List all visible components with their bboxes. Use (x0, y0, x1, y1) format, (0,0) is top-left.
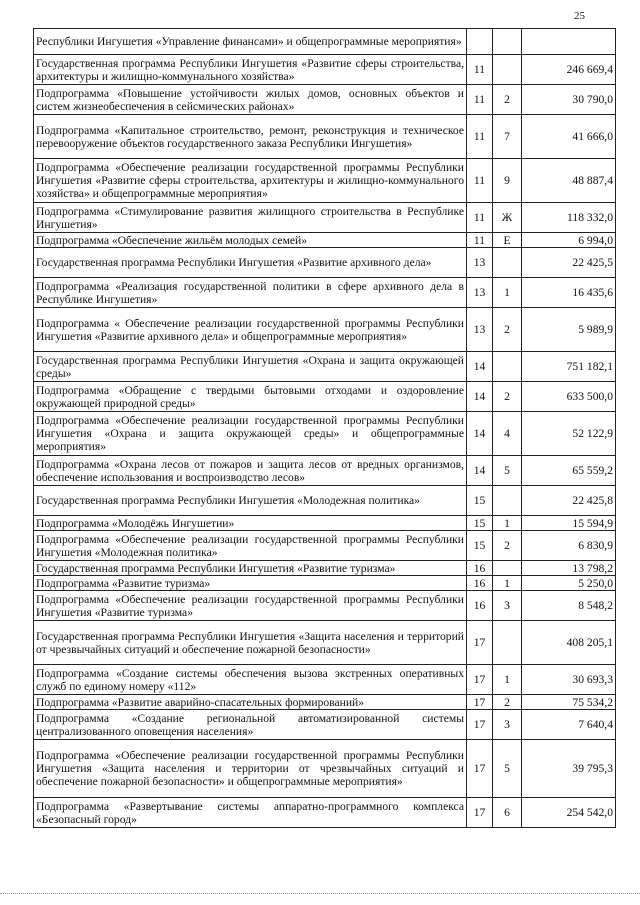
row-subprogram-code: 1 (493, 278, 522, 308)
row-amount: 751 182,1 (522, 352, 616, 382)
row-name: Подпрограмма «Обеспечение реализации государственной программы Республики Ингушетия «Молодежная политика» (34, 531, 467, 561)
row-amount: 39 795,3 (522, 740, 616, 798)
row-program-code: 16 (467, 576, 493, 591)
row-subprogram-code: 5 (493, 456, 522, 486)
row-subprogram-code: 7 (493, 115, 522, 159)
table-row (34, 159, 616, 203)
table-row (34, 621, 616, 665)
row-name: Подпрограмма «Обеспечение реализации государственной программы Республики Ингушетия «Развитие сферы строительства, архитектуры и жилищно-коммунального хозяйства» и общепрограммные мероприятия» (34, 159, 467, 203)
row-subprogram-code (493, 248, 522, 278)
row-subprogram-code (493, 55, 522, 85)
table-row (34, 412, 616, 456)
row-name: Подпрограмма «Обеспечение реализации государственной программы Республики Ингушетия «Защита населения и территории от чрезвычайных ситуаций и обеспечение пожарной безопасности» и общепрограммные мероприятия» (34, 740, 467, 798)
row-name: Подпрограмма «Обеспечение жильём молодых семей» (34, 233, 467, 248)
row-subprogram-code (493, 29, 522, 55)
table-row (34, 29, 616, 55)
row-program-code: 14 (467, 412, 493, 456)
row-name: Подпрограмма «Обеспечение реализации государственной программы Республики Ингушетия «Охрана и защита окружающей среды» и общепрограммные мероприятия» (34, 412, 467, 456)
row-amount: 246 669,4 (522, 55, 616, 85)
row-program-code: 17 (467, 621, 493, 665)
row-name: Подпрограмма «Развитие туризма» (34, 576, 467, 591)
row-amount (522, 29, 616, 55)
row-subprogram-code: 9 (493, 159, 522, 203)
table-row (34, 531, 616, 561)
row-subprogram-code: 2 (493, 308, 522, 352)
row-program-code: 13 (467, 278, 493, 308)
row-amount: 30 693,3 (522, 665, 616, 695)
row-amount: 65 559,2 (522, 456, 616, 486)
row-name: Государственная программа Республики Ингушетия «Развитие архивного дела» (34, 248, 467, 278)
row-amount: 633 500,0 (522, 382, 616, 412)
row-name: Подпрограмма «Реализация государственной политики в сфере архивного дела в Республике Ингушетия» (34, 278, 467, 308)
row-subprogram-code: 2 (493, 695, 522, 710)
table-row (34, 308, 616, 352)
row-subprogram-code (493, 486, 522, 516)
budget-table (33, 28, 616, 828)
row-amount: 15 594,9 (522, 516, 616, 531)
row-amount: 30 790,0 (522, 85, 616, 115)
row-name: Подпрограмма «Охрана лесов от пожаров и защита лесов от вредных организмов, обеспечение использования и воспроизводство лесов» (34, 456, 467, 486)
row-amount: 75 534,2 (522, 695, 616, 710)
row-program-code: 13 (467, 248, 493, 278)
row-program-code: 17 (467, 740, 493, 798)
row-program-code: 11 (467, 159, 493, 203)
row-program-code: 15 (467, 531, 493, 561)
row-amount: 22 425,5 (522, 248, 616, 278)
row-name: Подпрограмма «Капитальное строительство, ремонт, реконструкция и техническое перевооружение объектов государственного заказа Республики Ингушетия» (34, 115, 467, 159)
row-name: Государственная программа Республики Ингушетия «Охрана и защита окружающей среды» (34, 352, 467, 382)
row-name: Подпрограмма «Молодёжь Ингушетии» (34, 516, 467, 531)
row-amount: 16 435,6 (522, 278, 616, 308)
table-row (34, 591, 616, 621)
row-name: Республики Ингушетия «Управление финансами» и общепрограммные мероприятия» (34, 29, 467, 55)
row-subprogram-code (493, 561, 522, 576)
row-amount: 6 830,9 (522, 531, 616, 561)
row-program-code: 16 (467, 591, 493, 621)
row-program-code: 11 (467, 115, 493, 159)
row-amount: 118 332,0 (522, 203, 616, 233)
page-number: 25 (574, 10, 585, 22)
table-row (34, 233, 616, 248)
row-amount: 7 640,4 (522, 710, 616, 740)
row-name: Подпрограмма «Стимулирование развития жилищного строительства в Республике Ингушетия» (34, 203, 467, 233)
table-row (34, 85, 616, 115)
row-name: Подпрограмма «Обращение с твердыми бытовыми отходами и оздоровление окружающей природной среды» (34, 382, 467, 412)
row-program-code (467, 29, 493, 55)
row-name: Подпрограмма «Обеспечение реализации государственной программы Республики Ингушетия «Развитие туризма» (34, 591, 467, 621)
row-program-code: 16 (467, 561, 493, 576)
row-subprogram-code: Е (493, 233, 522, 248)
row-subprogram-code: 1 (493, 665, 522, 695)
row-name: Подпрограмма «Развертывание системы аппаратно-программного комплекса «Безопасный город» (34, 798, 467, 828)
table-row (34, 798, 616, 828)
row-subprogram-code: 3 (493, 710, 522, 740)
table-row (34, 561, 616, 576)
table-row (34, 486, 616, 516)
budget-table-body (34, 29, 616, 828)
row-amount: 13 798,2 (522, 561, 616, 576)
row-program-code: 17 (467, 710, 493, 740)
row-amount: 22 425,8 (522, 486, 616, 516)
row-subprogram-code: 6 (493, 798, 522, 828)
row-amount: 408 205,1 (522, 621, 616, 665)
row-amount: 6 994,0 (522, 233, 616, 248)
table-row (34, 576, 616, 591)
row-subprogram-code (493, 352, 522, 382)
row-program-code: 17 (467, 798, 493, 828)
row-subprogram-code (493, 621, 522, 665)
row-name: Подпрограмма «Развитие аварийно-спасательных формирований» (34, 695, 467, 710)
row-program-code: 13 (467, 308, 493, 352)
row-amount: 8 548,2 (522, 591, 616, 621)
table-row (34, 115, 616, 159)
row-name: Государственная программа Республики Ингушетия «Молодежная политика» (34, 486, 467, 516)
row-program-code: 15 (467, 486, 493, 516)
row-amount: 41 666,0 (522, 115, 616, 159)
row-subprogram-code: 4 (493, 412, 522, 456)
row-subprogram-code: 3 (493, 591, 522, 621)
row-program-code: 11 (467, 233, 493, 248)
row-subprogram-code: 2 (493, 382, 522, 412)
row-name: Государственная программа Республики Ингушетия «Защита населения и территорий от чрезвычайных ситуаций и обеспечение пожарной безопасности» (34, 621, 467, 665)
row-program-code: 11 (467, 203, 493, 233)
table-row (34, 710, 616, 740)
row-amount: 52 122,9 (522, 412, 616, 456)
row-program-code: 14 (467, 382, 493, 412)
table-row (34, 665, 616, 695)
row-program-code: 14 (467, 456, 493, 486)
table-row (34, 740, 616, 798)
row-name: Государственная программа Республики Ингушетия «Развитие туризма» (34, 561, 467, 576)
row-program-code: 17 (467, 695, 493, 710)
row-name: Подпрограмма «Создание системы обеспечения вызова экстренных оперативных служб по единому номеру «112» (34, 665, 467, 695)
table-row (34, 203, 616, 233)
page-bottom-divider (0, 893, 640, 894)
row-name: Подпрограмма «Создание региональной автоматизированной системы централизованного оповещения населения» (34, 710, 467, 740)
table-row (34, 516, 616, 531)
row-program-code: 15 (467, 516, 493, 531)
row-program-code: 17 (467, 665, 493, 695)
row-subprogram-code: 2 (493, 85, 522, 115)
row-program-code: 11 (467, 55, 493, 85)
row-name: Государственная программа Республики Ингушетия «Развитие сферы строительства, архитектуры и жилищно-коммунального хозяйства» (34, 55, 467, 85)
row-amount: 5 250,0 (522, 576, 616, 591)
row-name: Подпрограмма «Повышение устойчивости жилых домов, основных объектов и систем жизнеобеспечения в сейсмических районах» (34, 85, 467, 115)
row-program-code: 14 (467, 352, 493, 382)
table-row (34, 695, 616, 710)
row-subprogram-code: 5 (493, 740, 522, 798)
row-subprogram-code: 1 (493, 516, 522, 531)
row-amount: 5 989,9 (522, 308, 616, 352)
row-amount: 48 887,4 (522, 159, 616, 203)
row-program-code: 11 (467, 85, 493, 115)
table-row (34, 352, 616, 382)
row-amount: 254 542,0 (522, 798, 616, 828)
table-row (34, 382, 616, 412)
row-subprogram-code: Ж (493, 203, 522, 233)
table-row (34, 55, 616, 85)
row-name: Подпрограмма « Обеспечение реализации государственной программы Республики Ингушетия «Развитие архивного дела» и общепрограммные мероприятия» (34, 308, 467, 352)
table-row (34, 456, 616, 486)
table-row (34, 278, 616, 308)
row-subprogram-code: 1 (493, 576, 522, 591)
row-subprogram-code: 2 (493, 531, 522, 561)
table-row (34, 248, 616, 278)
